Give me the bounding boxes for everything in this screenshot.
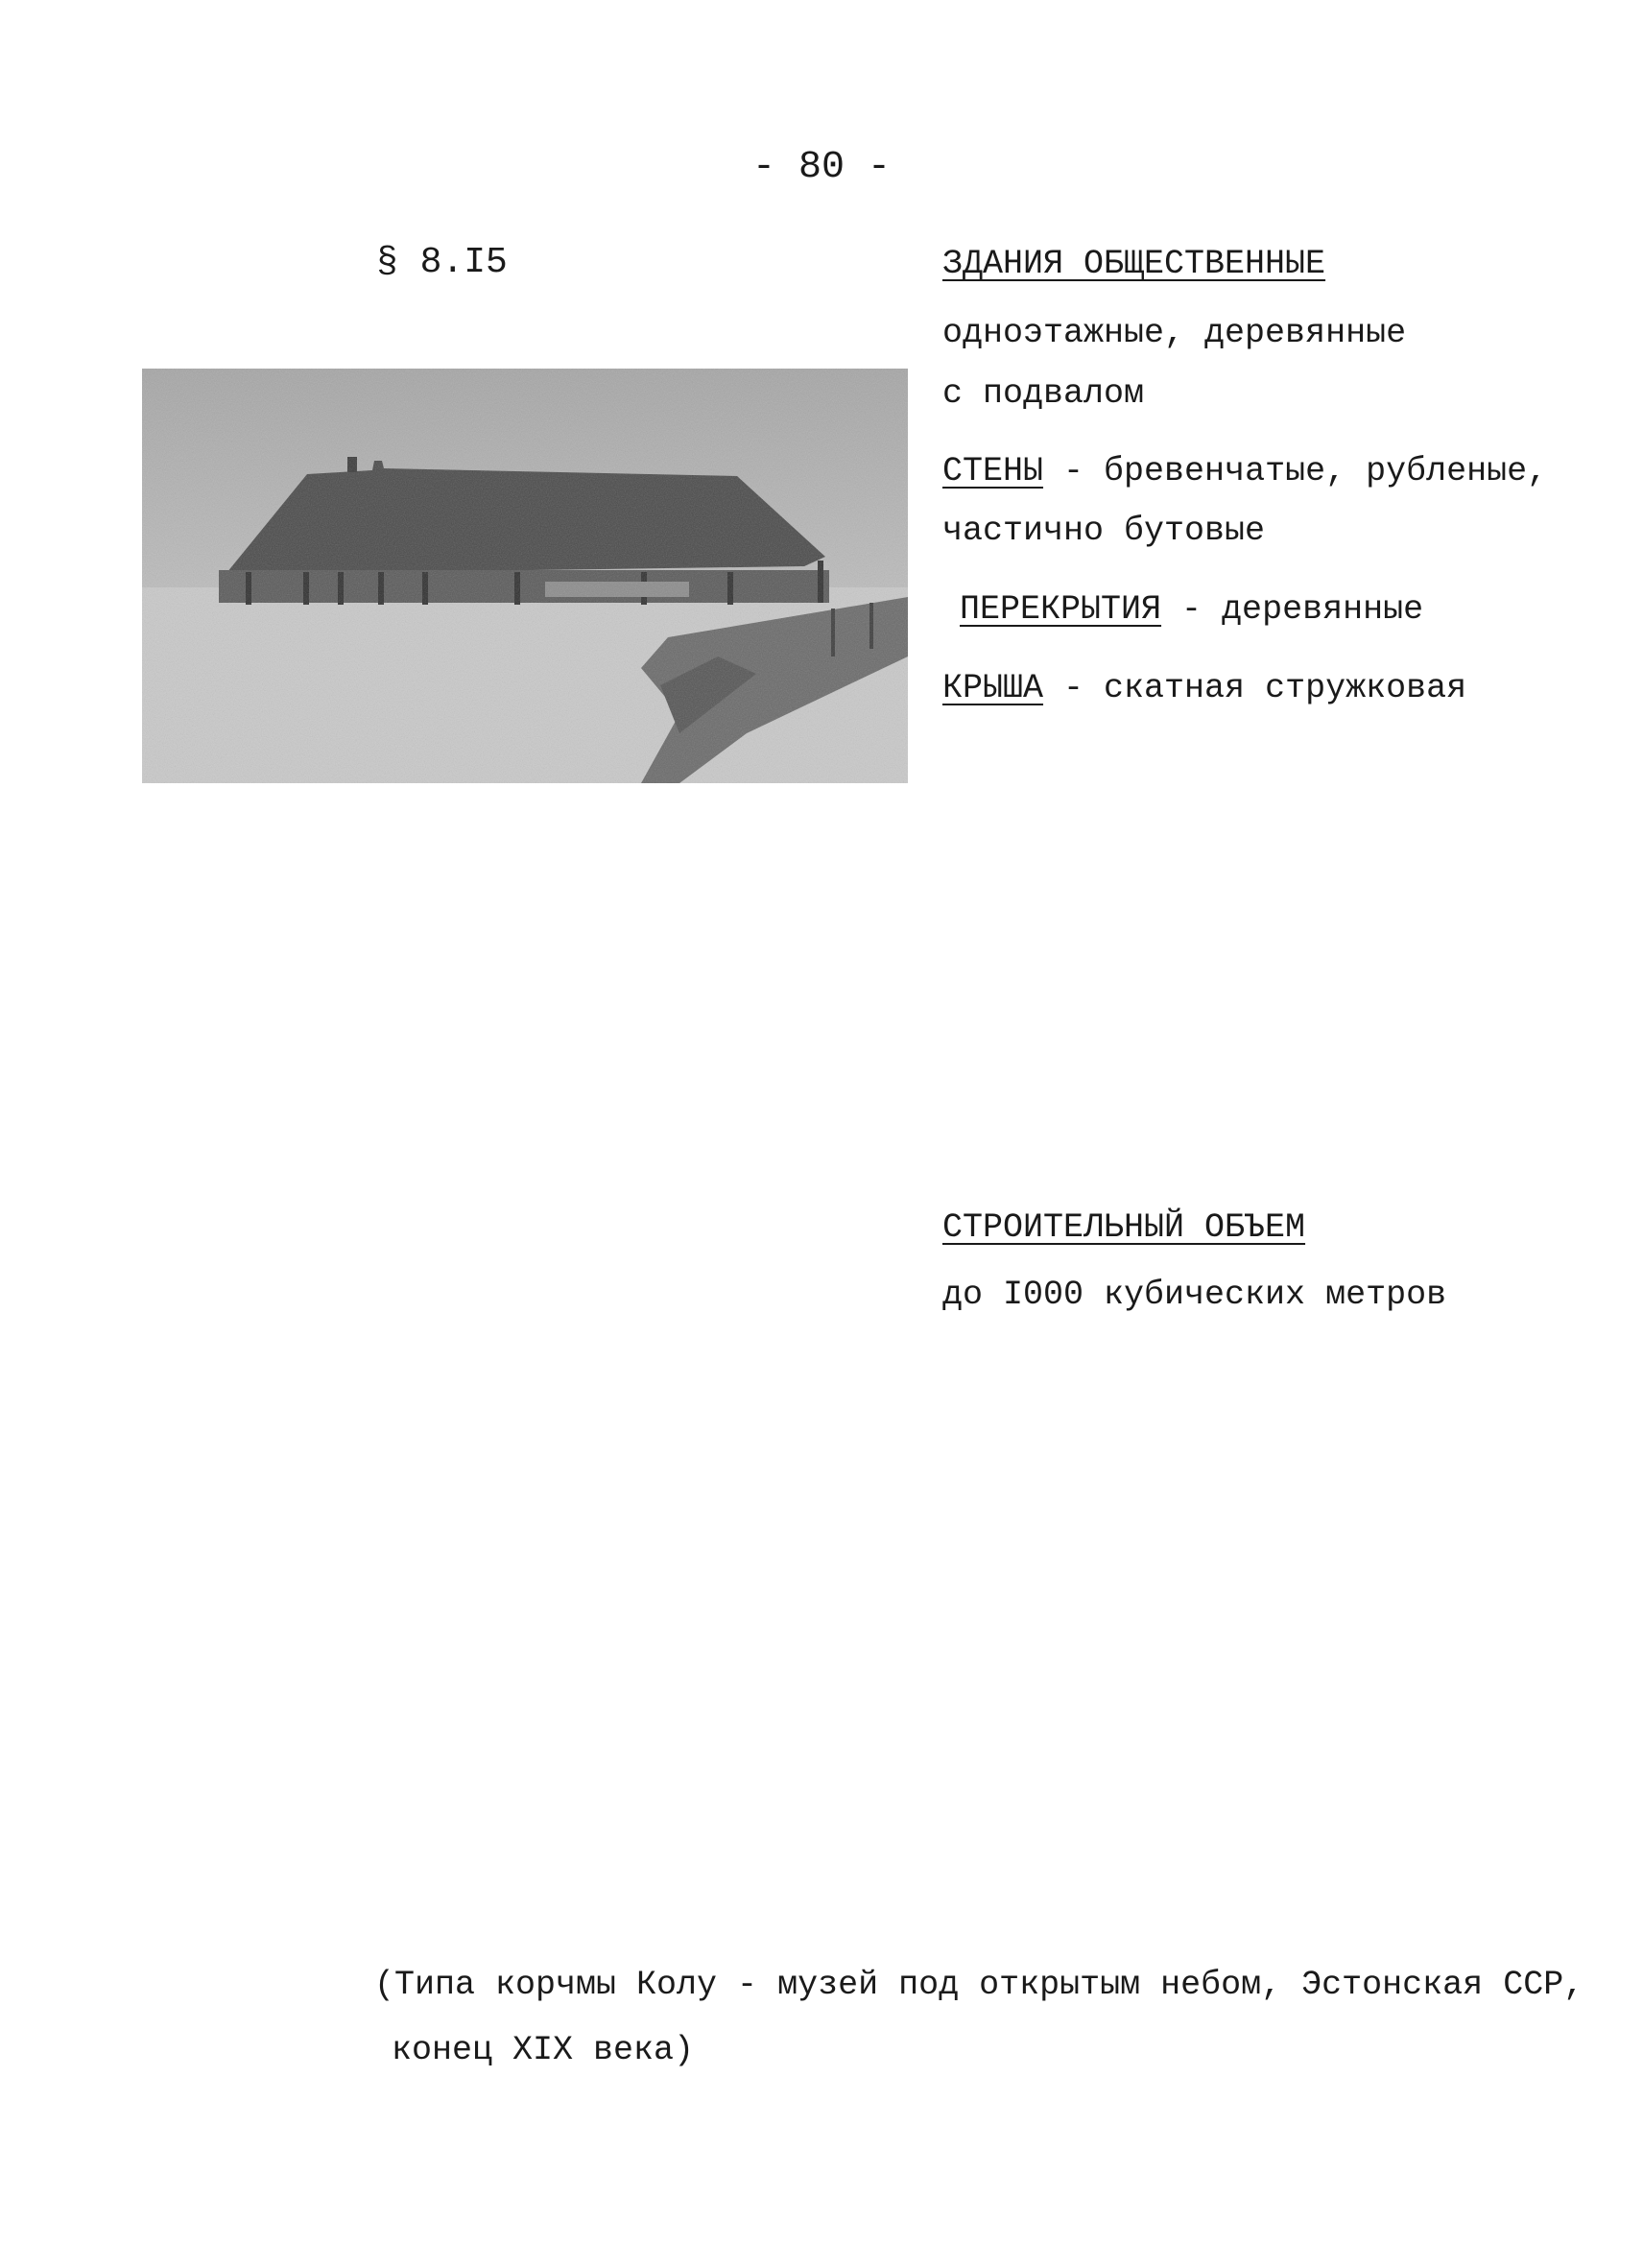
floors-line (960, 590, 1424, 629)
caption-line-2: конец XIX века) (392, 2031, 695, 2069)
building-type-heading (942, 245, 1326, 283)
volume-heading (942, 1208, 1306, 1247)
volume-heading-text: СТРОИТЕЛЬНЫЙ ОБЪЕМ (942, 1208, 1306, 1247)
walls-label: СТЕНЫ (942, 452, 1044, 490)
building-photo (142, 369, 908, 783)
walls-line (942, 452, 1548, 490)
volume-value: до I000 кубических метров (942, 1276, 1447, 1314)
roof-text: - скатная стружковая (1043, 669, 1467, 707)
building-photo-image (142, 369, 908, 783)
floors-text: - деревянные (1161, 590, 1424, 629)
caption-line-1: (Типа корчмы Колу - музей под открытым небом, Эстонская ССР, (374, 1966, 1584, 2004)
description-line-1: одноэтажные, деревянные (942, 314, 1407, 352)
walls-text: - бревенчатые, рубленые, (1043, 452, 1548, 490)
floors-label: ПЕРЕКРЫТИЯ (960, 590, 1162, 629)
section-number: § 8.I5 (376, 242, 508, 283)
building-type-heading-text: ЗДАНИЯ ОБЩЕСТВЕННЫЕ (942, 245, 1326, 283)
roof-line (942, 669, 1467, 707)
page-number: - 80 - (751, 146, 892, 189)
roof-label: КРЫША (942, 669, 1044, 707)
description-line-2: с подвалом (942, 374, 1145, 413)
walls-line-2: частично бутовые (942, 512, 1266, 550)
